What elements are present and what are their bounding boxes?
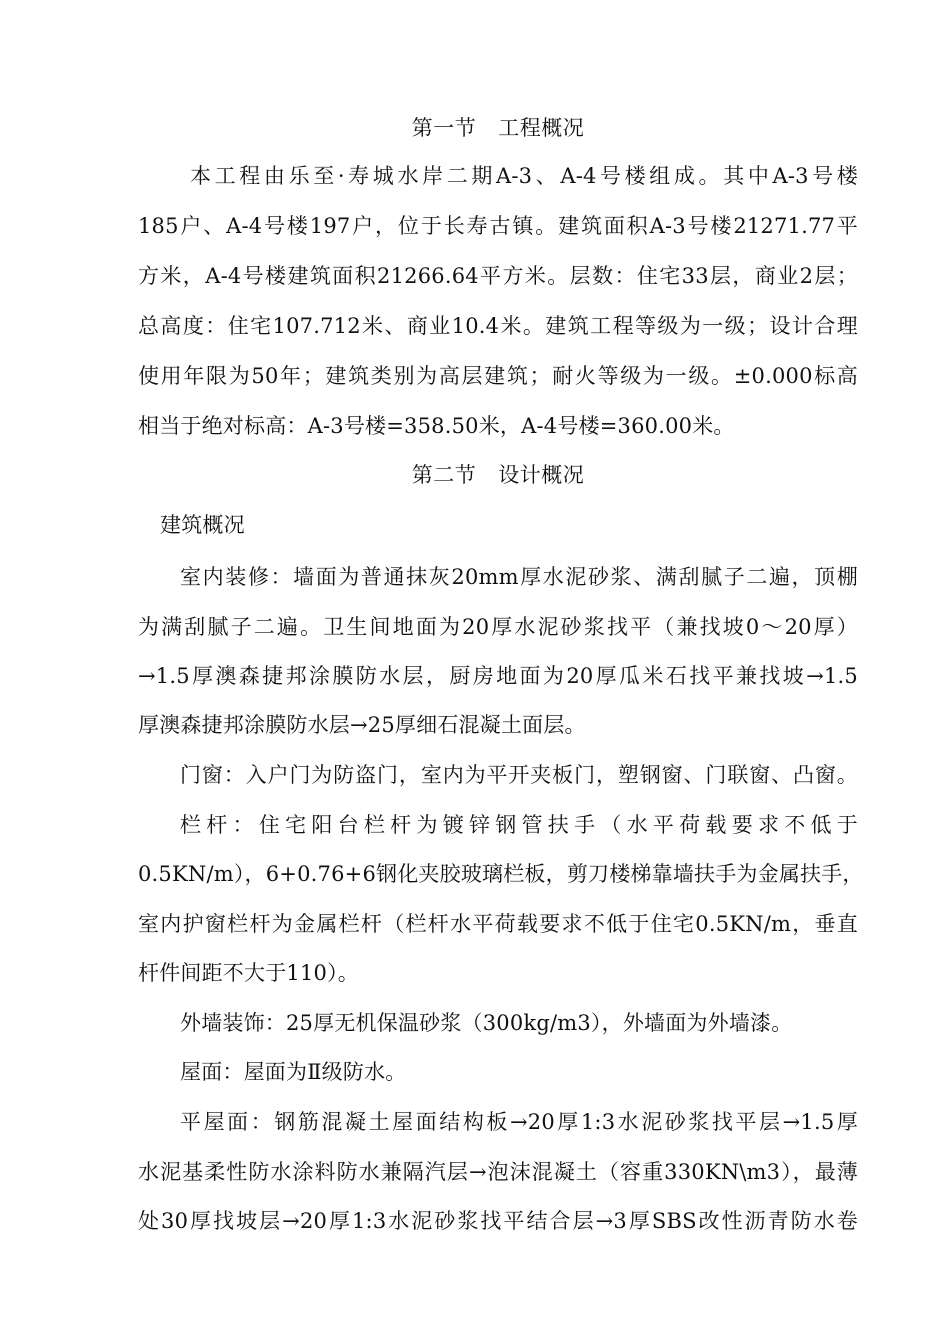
paragraph-line: 水泥基柔性防水涂料防水兼隔汽层→泡沫混凝土（容重330KN\m3），最薄	[138, 1160, 858, 1184]
paragraph-line: 外墙装饰：25厚无机保温砂浆（300kg/m3），外墙面为外墙漆。	[180, 1011, 793, 1035]
paragraph-line: 185户、A-4号楼197户，位于长寿古镇。建筑面积A-3号楼21271.77平	[138, 214, 858, 238]
section-1-title: 工程概况	[498, 116, 585, 140]
paragraph-line: 本工程由乐至·寿城水岸二期A-3、A-4号楼组成。其中A-3号楼	[190, 164, 858, 188]
paragraph-line: 为满刮腻子二遍。卫生间地面为20厚水泥砂浆找平（兼找坡0～20厚）	[138, 615, 858, 639]
paragraph-line: →1.5厚澳森捷邦涂膜防水层，厨房地面为20厚瓜米石找平兼找坡→1.5	[138, 664, 858, 688]
paragraph-line: 屋面：屋面为Ⅱ级防水。	[180, 1060, 407, 1084]
paragraph-line: 使用年限为50年；建筑类别为高层建筑；耐火等级为一级。±0.000标高	[138, 364, 858, 388]
section-1-number: 第一节	[411, 116, 477, 140]
paragraph-line: 0.5KN/m），6+0.76+6钢化夹胶玻璃栏板，剪刀楼梯靠墙扶手为金属扶手，	[138, 862, 864, 886]
section-1-heading	[138, 113, 858, 143]
paragraph-line: 杆件间距不大于110）。	[138, 961, 359, 985]
paragraph-line: 处30厚找坡层→20厚1:3水泥砂浆找平结合层→3厚SBS改性沥青防水卷	[138, 1209, 858, 1233]
paragraph-line: 室内护窗栏杆为金属栏杆（栏杆水平荷载要求不低于住宅0.5KN/m，垂直	[138, 912, 858, 936]
section-2-title: 设计概况	[498, 463, 585, 487]
paragraph-line: 室内装修：墙面为普通抹灰20mm厚水泥砂浆、满刮腻子二遍，顶棚	[180, 565, 858, 589]
paragraph-line: 平屋面：钢筋混凝土屋面结构板→20厚1:3水泥砂浆找平层→1.5厚	[180, 1110, 858, 1134]
paragraph-line: 方米，A-4号楼建筑面积21266.64平方米。层数：住宅33层，商业2层；	[138, 264, 858, 288]
paragraph-line: 栏杆：住宅阳台栏杆为镀锌钢管扶手（水平荷载要求不低于	[180, 813, 858, 837]
paragraph-line: 总高度：住宅107.712米、商业10.4米。建筑工程等级为一级；设计合理	[138, 314, 858, 338]
paragraph-line: 厚澳森捷邦涂膜防水层→25厚细石混凝土面层。	[138, 713, 586, 737]
section-2-number: 第二节	[411, 463, 477, 487]
paragraph-line: 相当于绝对标高：A-3号楼=358.50米，A-4号楼=360.00米。	[138, 414, 735, 438]
subheading-building-overview: 建筑概况	[160, 513, 245, 537]
section-2-heading	[138, 460, 858, 490]
paragraph-line: 门窗：入户门为防盗门，室内为平开夹板门，塑钢窗、门联窗、凸窗。	[180, 763, 858, 787]
